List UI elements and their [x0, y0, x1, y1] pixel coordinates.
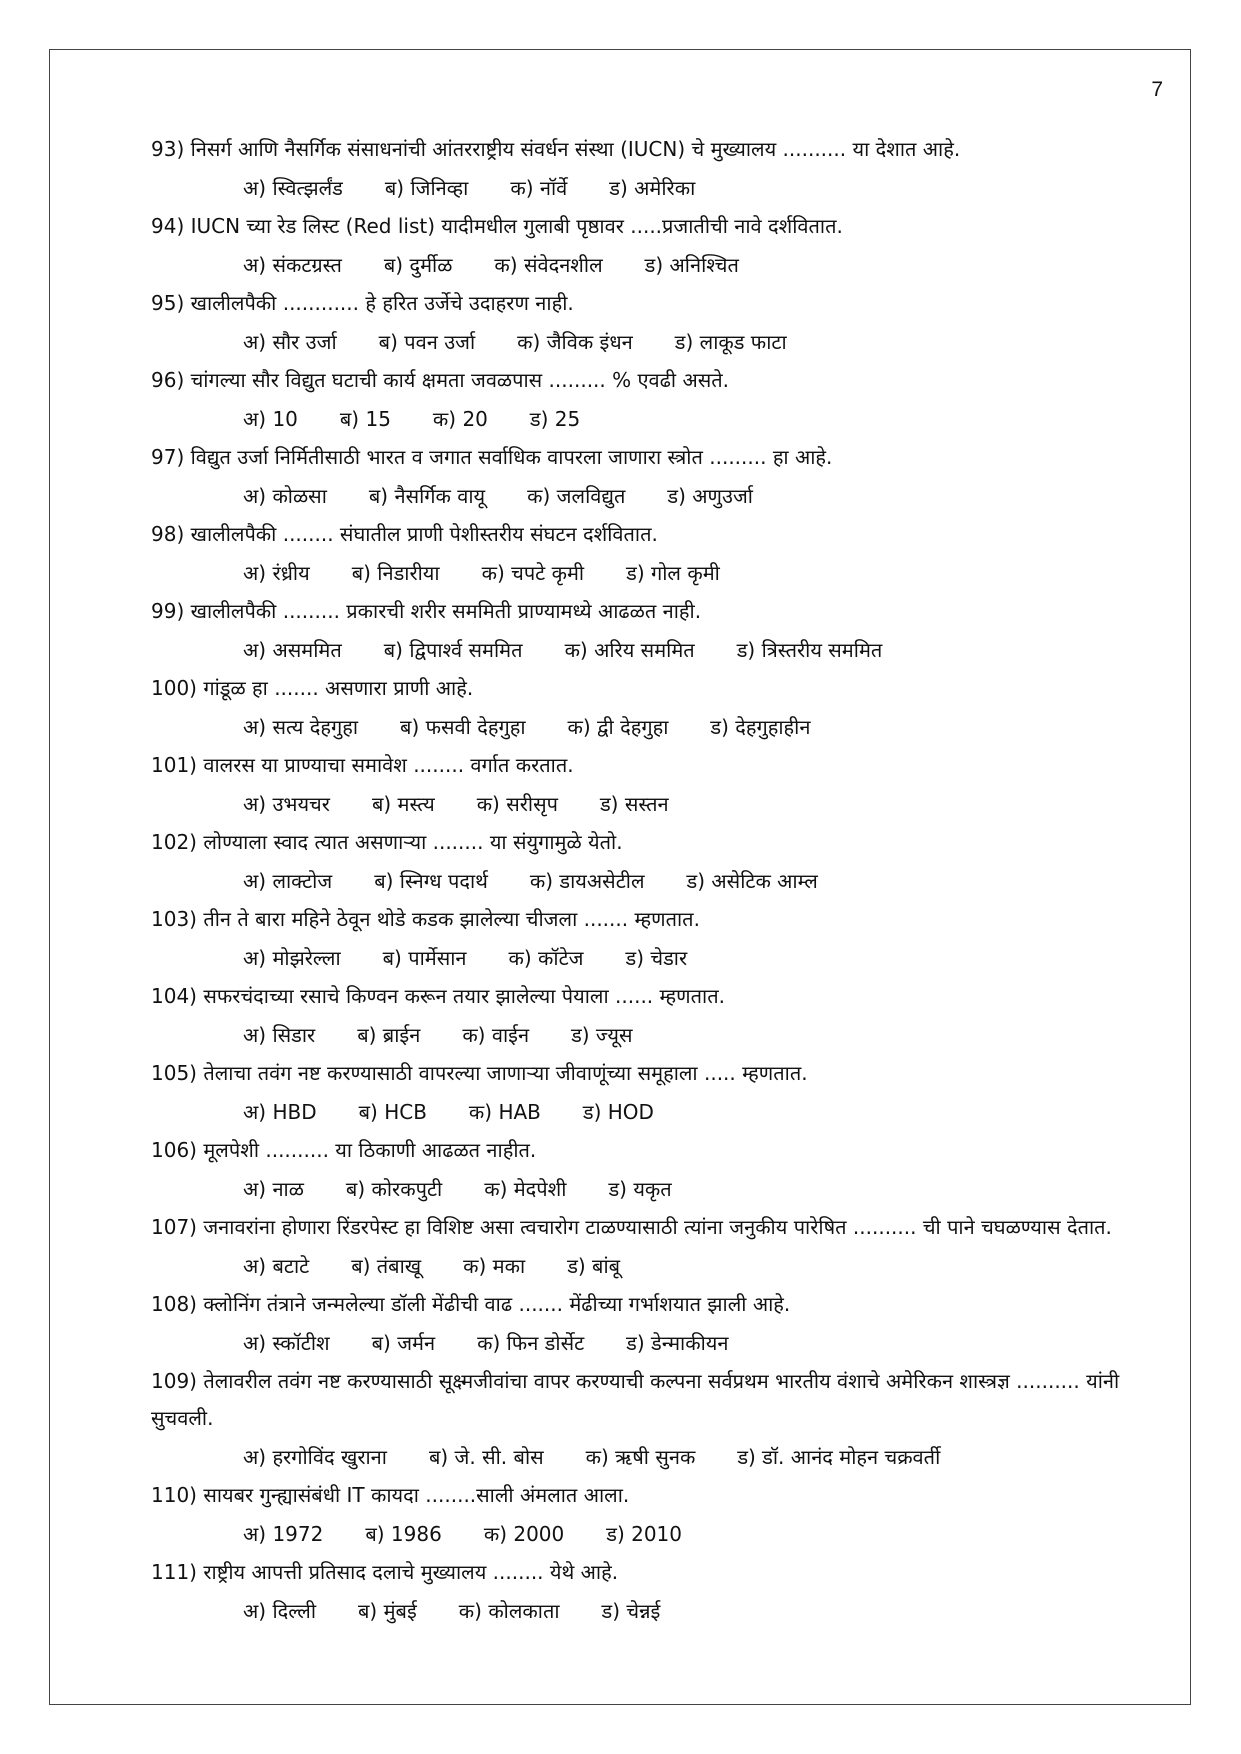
question-item [151, 208, 1161, 285]
answer-option: अ) कोळसा [243, 484, 327, 508]
question-item [151, 747, 1161, 824]
answer-option: अ) स्वित्झर्लंड [243, 176, 343, 200]
answer-option: क) कोलकाता [458, 1599, 560, 1623]
option-list [243, 707, 1161, 747]
answer-option: ड) अमेरिका [609, 176, 696, 200]
question-item [151, 1209, 1161, 1286]
question-text: 109) तेलावरील तवंग नष्ट करण्यासाठी सूक्ष्मजीवांचा वापर करण्याची कल्पना सर्वप्रथम भारतीय वंशाचे अमेरिकन शास्त्रज्ञ .......... यांनी सुचवली. [151, 1369, 1120, 1430]
answer-option: अ) 1972 [243, 1522, 324, 1546]
question-item [151, 1055, 1161, 1132]
answer-option: अ) असममित [243, 638, 342, 662]
answer-option: ब) मुंबई [358, 1599, 417, 1623]
answer-option: ब) स्निग्ध पदार्थ [374, 869, 488, 893]
answer-option: अ) 10 [243, 407, 298, 431]
question-text: 106) मूलपेशी .......... या ठिकाणी आढळत नाहीत. [151, 1138, 537, 1162]
answer-option: ब) जर्मन [371, 1331, 436, 1355]
question-item [151, 1286, 1161, 1363]
answer-option: क) HAB [468, 1100, 541, 1124]
question-text: 108) क्लोनिंग तंत्राने जन्मलेल्या डॉली मेंढीची वाढ ....... मेंढीच्या गर्भाशयात झाली आहे. [151, 1292, 791, 1316]
question-item [151, 978, 1161, 1055]
answer-option: ब) ब्राईन [357, 1023, 421, 1047]
answer-option: क) नॉर्वे [510, 176, 568, 200]
question-text: 103) तीन ते बारा महिने ठेवून थोडे कडक झालेल्या चीजला ....... म्हणतात. [151, 907, 700, 931]
answer-option: ब) कोरकपुटी [345, 1177, 443, 1201]
option-list [243, 630, 1161, 670]
answer-option: क) फिन डोर्सेट [477, 1331, 585, 1355]
question-text: 104) सफरचंदाच्या रसाचे किण्वन करून तयार झालेल्या पेयाला ...... म्हणतात. [151, 984, 725, 1008]
question-text: 102) लोण्याला स्वाद त्यात असणाऱ्या ........ या संयुगामुळे येतो. [151, 830, 623, 854]
answer-option: ड) सस्तन [599, 792, 669, 816]
answer-option: क) डायअसेटील [529, 869, 645, 893]
answer-option: क) 20 [432, 407, 488, 431]
question-item [151, 824, 1161, 901]
answer-option: अ) दिल्ली [243, 1599, 317, 1623]
answer-option: ड) डेन्माकीयन [626, 1331, 729, 1355]
answer-option: क) 2000 [483, 1522, 565, 1546]
answer-option: क) सरीसृप [476, 792, 558, 816]
option-list [243, 245, 1161, 285]
answer-option: ब) निडारीया [351, 561, 440, 585]
answer-option: अ) सत्य देहगुहा [243, 715, 359, 739]
question-text: 96) चांगल्या सौर विद्युत घटाची कार्य क्षमता जवळपास ......... % एवढी असते. [151, 368, 730, 392]
answer-option: अ) सिडार [243, 1023, 316, 1047]
page-number: 7 [1151, 78, 1163, 101]
question-item [151, 670, 1161, 747]
answer-option: ब) 1986 [365, 1522, 442, 1546]
answer-option: ड) चेन्नई [601, 1599, 661, 1623]
question-text: 95) खालीलपैकी ............ हे हरित उर्जेचे उदाहरण नाही. [151, 291, 574, 315]
answer-option: ड) HOD [582, 1100, 654, 1124]
question-text: 93) निसर्ग आणि नैसर्गिक संसाधनांची आंतरराष्ट्रीय संवर्धन संस्था (IUCN) चे मुख्यालय .......... या देशात आहे. [151, 137, 961, 161]
answer-option: ब) द्विपार्श्व सममित [383, 638, 523, 662]
answer-option: अ) सौर उर्जा [243, 330, 337, 354]
answer-option: ब) नैसर्गिक वायू [368, 484, 486, 508]
answer-option: क) चपटे कृमी [481, 561, 585, 585]
question-item [151, 901, 1161, 978]
answer-option: अ) हरगोविंद खुराना [243, 1445, 387, 1469]
answer-option: अ) बटाटे [243, 1254, 310, 1278]
answer-option: ड) 25 [529, 407, 581, 431]
question-item [151, 1477, 1161, 1554]
option-list [243, 1169, 1161, 1209]
question-text: 110) सायबर गुन्ह्यासंबंधी IT कायदा ........साली अंमलात आला. [151, 1483, 630, 1507]
answer-option: क) कॉटेज [508, 946, 584, 970]
answer-option: क) ऋषी सुनक [585, 1445, 696, 1469]
option-list [243, 1246, 1161, 1286]
question-item [151, 362, 1161, 439]
question-item [151, 1363, 1161, 1477]
answer-option: अ) संकटग्रस्त [243, 253, 342, 277]
answer-option: ड) त्रिस्तरीय सममित [736, 638, 883, 662]
option-list [243, 938, 1161, 978]
question-text: 99) खालीलपैकी ......... प्रकारची शरीर सममिती प्राण्यामध्ये आढळत नाही. [151, 599, 702, 623]
answer-option: ड) अणुउर्जा [667, 484, 753, 508]
answer-option: ड) ज्यूस [571, 1023, 633, 1047]
question-text: 111) राष्ट्रीय आपत्ती प्रतिसाद दलाचे मुख्यालय ........ येथे आहे. [151, 1560, 619, 1584]
question-item [151, 516, 1161, 593]
answer-option: ब) मस्त्य [371, 792, 435, 816]
answer-option: ड) असेटिक आम्ल [686, 869, 818, 893]
question-item [151, 1554, 1161, 1631]
option-list [243, 861, 1161, 901]
answer-option: ड) देहगुहाहीन [710, 715, 811, 739]
question-item [151, 131, 1161, 208]
option-list [243, 1015, 1161, 1055]
answer-option: ड) लाकूड फाटा [674, 330, 787, 354]
answer-option: अ) रंध्रीय [243, 561, 310, 585]
answer-option: ड) अनिश्चित [644, 253, 739, 277]
answer-option: ब) दुर्मीळ [383, 253, 453, 277]
option-list [243, 1591, 1161, 1631]
answer-option: अ) लाक्टोज [243, 869, 333, 893]
answer-option: ड) बांबू [567, 1254, 621, 1278]
option-list [243, 476, 1161, 516]
option-list [243, 784, 1161, 824]
question-text: 98) खालीलपैकी ........ संघातील प्राणी पेशीस्तरीय संघटन दर्शवितात. [151, 522, 658, 546]
answer-option: ब) पवन उर्जा [378, 330, 476, 354]
answer-option: क) मेदपेशी [484, 1177, 567, 1201]
answer-option: ड) गोल कृमी [626, 561, 720, 585]
option-list [243, 553, 1161, 593]
answer-option: अ) HBD [243, 1100, 317, 1124]
option-list [243, 322, 1161, 362]
question-item [151, 1132, 1161, 1209]
answer-option: अ) उभयचर [243, 792, 330, 816]
question-item [151, 439, 1161, 516]
answer-option: क) संवेदनशील [494, 253, 603, 277]
question-item [151, 593, 1161, 670]
answer-option: ब) फसवी देहगुहा [400, 715, 526, 739]
question-text: 101) वालरस या प्राण्याचा समावेश ........ वर्गात करतात. [151, 753, 574, 777]
answer-option: क) वाईन [462, 1023, 530, 1047]
option-list [243, 1092, 1161, 1132]
answer-option: ब) 15 [339, 407, 391, 431]
answer-option: ब) जे. सी. बोस [428, 1445, 544, 1469]
answer-option: ब) तंबाखू [351, 1254, 422, 1278]
answer-option: ड) चेडार [625, 946, 688, 970]
answer-option: अ) नाळ [243, 1177, 304, 1201]
question-text: 97) विद्युत उर्जा निर्मितीसाठी भारत व जगात सर्वाधिक वापरला जाणारा स्त्रोत ......... हा आहे. [151, 445, 833, 469]
answer-option: ड) 2010 [606, 1522, 683, 1546]
option-list [243, 1323, 1161, 1363]
answer-option: अ) मोझरेल्ला [243, 946, 341, 970]
answer-option: ड) डॉ. आनंद मोहन चक्रवर्ती [737, 1445, 941, 1469]
answer-option: क) मका [463, 1254, 526, 1278]
answer-option: क) जैविक इंधन [517, 330, 633, 354]
question-text: 105) तेलाचा तवंग नष्ट करण्यासाठी वापरल्या जाणाऱ्या जीवाणूंच्या समूहाला ..... म्हणतात. [151, 1061, 808, 1085]
answer-option: ब) पार्मेसान [382, 946, 467, 970]
option-list [243, 1514, 1161, 1554]
answer-option: क) द्वी देहगुहा [567, 715, 669, 739]
option-list [243, 1437, 1161, 1477]
question-text: 100) गांडूळ हा ....... असणारा प्राणी आहे. [151, 676, 474, 700]
question-item [151, 285, 1161, 362]
question-text: 94) IUCN च्या रेड लिस्ट (Red list) यादीमधील गुलाबी पृष्ठावर .....प्रजातीची नावे दर्शवितात. [151, 214, 843, 238]
answer-option: ब) HCB [358, 1100, 427, 1124]
answer-option: क) अरिय सममित [564, 638, 695, 662]
answer-option: अ) स्कॉटीश [243, 1331, 330, 1355]
answer-option: ब) जिनिव्हा [384, 176, 469, 200]
answer-option: क) जलविद्युत [527, 484, 626, 508]
option-list [243, 399, 1161, 439]
question-text: 107) जनावरांना होणारा रिंडरपेस्ट हा विशिष्ट असा त्वचारोग टाळण्यासाठी त्यांना जनुकीय पारेषित .......... ची पाने चघळण्यास देतात. [151, 1215, 1112, 1239]
question-list [151, 131, 1161, 1631]
answer-option: ड) यकृत [608, 1177, 672, 1201]
option-list [243, 168, 1161, 208]
